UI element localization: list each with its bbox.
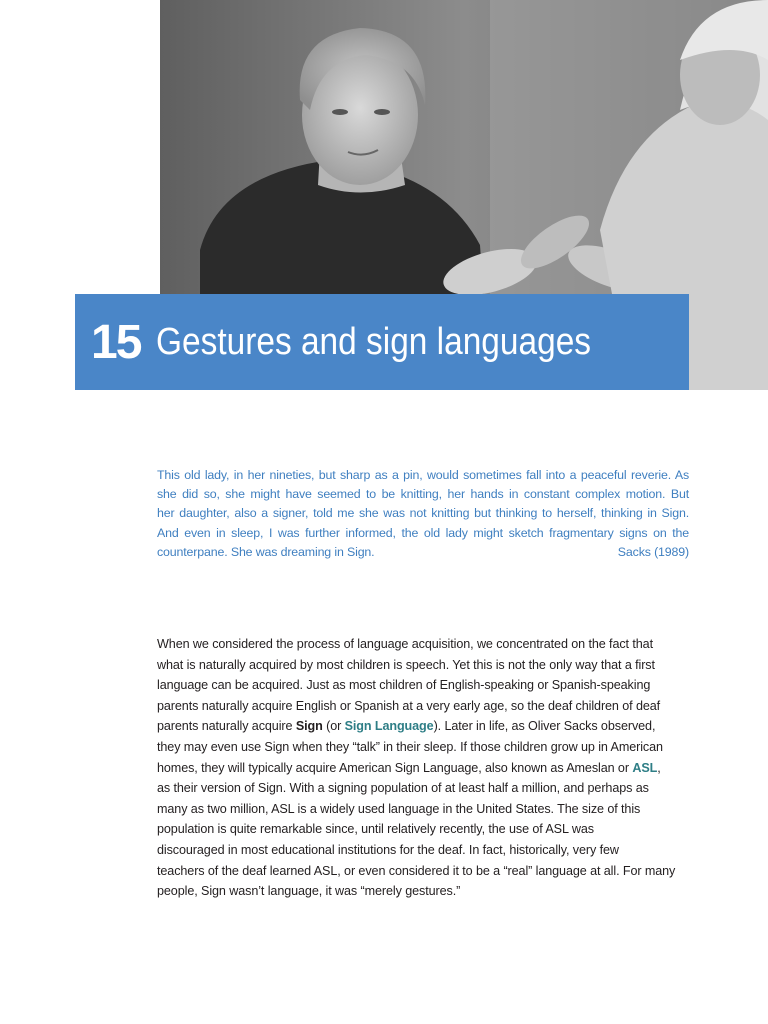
epigraph-last-line bbox=[157, 543, 689, 562]
body-line: they may even use Sign when they “talk” in their sleep. If those children grow up in American bbox=[157, 739, 663, 754]
epigraph bbox=[157, 466, 689, 562]
keyword-sign: Sign bbox=[295, 719, 323, 734]
body-line: what is naturally acquired by most children is speech. Yet this is not the only way that a first bbox=[157, 657, 655, 672]
epigraph-line: she did so, she might have seemed to be knitting, her hands in constant complex motion. But bbox=[157, 487, 689, 502]
body-line: discouraged in most educational institutions for the deaf. In fact, historically, very few bbox=[157, 842, 619, 857]
body-text-run: (or bbox=[322, 719, 345, 734]
body-text-run: homes, they will typically acquire American Sign Language, also known as Ameslan or bbox=[157, 760, 633, 775]
body-line: population is quite remarkable since, until relatively recently, the use of ASL was bbox=[157, 822, 594, 837]
body-line: as their version of Sign. With a signing population of at least half a million, and perhaps as bbox=[157, 781, 649, 796]
chapter-title: Gestures and sign languages bbox=[156, 320, 592, 363]
glossary-term-asl[interactable]: ASL bbox=[632, 760, 658, 775]
epigraph-line: This old lady, in her nineties, but sharp as a pin, would sometimes fall into a peaceful reverie. As bbox=[157, 468, 689, 482]
epigraph-line: counterpane. She was dreaming in Sign. bbox=[157, 544, 375, 559]
body-line: parents naturally acquire English or Spanish at a very early age, so the deaf children of deaf bbox=[157, 698, 661, 713]
epigraph-line: And even in sleep, I was further informed, the old lady might sketch fragmentary signs on the bbox=[157, 525, 689, 540]
body-paragraph bbox=[157, 634, 689, 902]
glossary-term-sign-language[interactable]: Sign Language bbox=[344, 719, 434, 734]
body-line: When we considered the process of language acquisition, we concentrated on the fact that bbox=[157, 637, 653, 651]
body-line: language can be acquired. Just as most children of English-speaking or Spanish-speaking bbox=[157, 678, 651, 693]
chapter-banner bbox=[75, 294, 689, 390]
epigraph-line: her daughter, also a signer, told me she was not knitting but thinking to herself, thinking in Sign. bbox=[157, 506, 689, 521]
body-text-run: ). Later in life, as Oliver Sacks observed, bbox=[433, 719, 656, 734]
body-line bbox=[157, 716, 689, 737]
body-line: many as two million, ASL is a widely used language in the United States. The size of this bbox=[157, 801, 641, 816]
body-line: people, Sign wasn’t language, it was “merely gestures.” bbox=[157, 884, 461, 899]
body-line: teachers of the deaf learned ASL, or even considered it to be a “real” language at all. For many bbox=[157, 863, 676, 878]
body-text-run: , bbox=[657, 760, 661, 775]
body-text-run: parents naturally acquire bbox=[157, 719, 296, 734]
chapter-number: 15 bbox=[91, 315, 141, 369]
epigraph-attribution: Sacks (1989) bbox=[617, 544, 689, 559]
body-line bbox=[157, 758, 689, 779]
